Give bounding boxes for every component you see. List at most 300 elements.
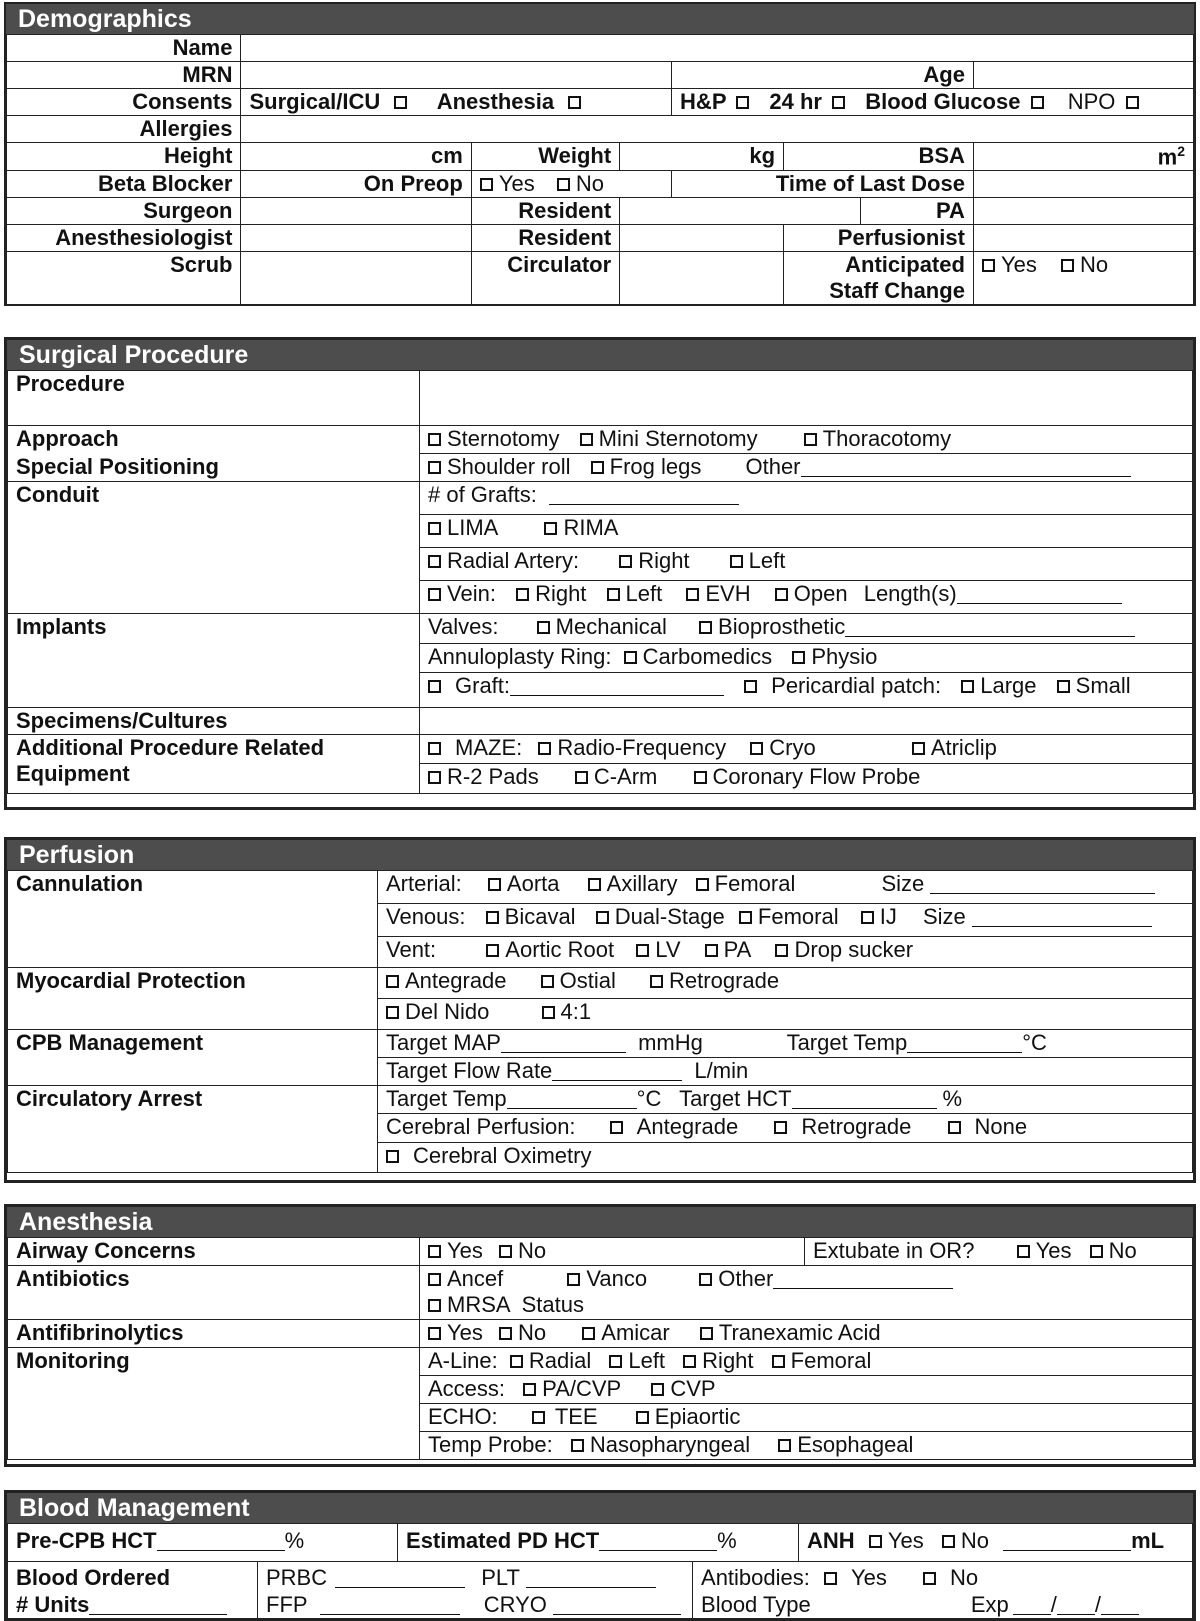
target-map-field[interactable]	[501, 1034, 626, 1053]
target-hct-label: Target HCT	[679, 1086, 792, 1111]
airway-no-checkbox[interactable]	[499, 1245, 512, 1258]
name-label: Name	[7, 35, 241, 62]
aline-right-checkbox[interactable]	[683, 1355, 696, 1368]
perfusion-section	[4, 837, 1196, 1183]
demographics-table	[6, 34, 1194, 306]
consents-group-1	[241, 89, 672, 116]
perfusionist-label: Perfusionist	[784, 225, 974, 252]
approach-label: Approach	[8, 426, 420, 454]
pericardial-patch-label: Pericardial patch:	[771, 673, 942, 698]
carbomedics-label: Carbomedics	[642, 644, 773, 669]
cerebral-perfusion-label: Cerebral Perfusion:	[386, 1114, 576, 1139]
nasopharyngeal-checkbox[interactable]	[571, 1439, 584, 1452]
airway-options	[420, 1238, 805, 1266]
antifib-no-checkbox[interactable]	[499, 1327, 512, 1340]
extubate-no-checkbox[interactable]	[1090, 1245, 1103, 1258]
consents-group-2	[672, 89, 1194, 116]
arterial-row	[378, 871, 1193, 904]
nasopharyngeal-label: Nasopharyngeal	[589, 1432, 751, 1457]
airway-no-label: No	[518, 1238, 547, 1263]
anh-ml-unit: mL	[1131, 1528, 1165, 1553]
arterial-size-field[interactable]	[930, 875, 1155, 894]
vent-pa-label: PA	[723, 937, 752, 962]
cerebral-retrograde-label: Retrograde	[801, 1114, 912, 1139]
evh-checkbox[interactable]	[686, 588, 699, 601]
physio-checkbox[interactable]	[792, 651, 805, 664]
large-label: Large	[980, 673, 1037, 698]
cryo-checkbox[interactable]	[750, 742, 763, 755]
mrsa-label: MRSA Status	[447, 1292, 584, 1317]
epiaortic-checkbox[interactable]	[636, 1411, 649, 1424]
ostial-checkbox[interactable]	[541, 975, 554, 988]
aline-left-label: Left	[628, 1348, 666, 1373]
circ-target-temp-field[interactable]	[507, 1090, 637, 1109]
four-one-checkbox[interactable]	[542, 1006, 555, 1019]
mini-sternotomy-label: Mini Sternotomy	[598, 426, 758, 451]
implants-label: Implants	[8, 614, 420, 708]
frog-legs-label: Frog legs	[609, 454, 702, 479]
del-nido-checkbox[interactable]	[386, 1006, 399, 1019]
anesthesia-section	[4, 1204, 1196, 1467]
circulator-label: Circulator	[471, 252, 619, 306]
section-header: Perfusion	[7, 840, 1193, 870]
est-pd-hct-label: Estimated PD HCT	[406, 1528, 600, 1553]
blood-ordered-label: Blood Ordered	[16, 1565, 171, 1590]
circ-arrest-row-1	[378, 1086, 1193, 1114]
graft-row	[420, 673, 1193, 708]
ij-checkbox[interactable]	[861, 911, 874, 924]
est-pd-hct-field[interactable]	[599, 1532, 717, 1551]
procedure-field[interactable]	[420, 371, 1193, 426]
antibiotics-options	[420, 1266, 1193, 1320]
amicar-checkbox[interactable]	[582, 1327, 595, 1340]
blood-glucose-checkbox[interactable]	[1031, 96, 1044, 109]
beta-no-checkbox[interactable]	[557, 178, 570, 191]
open-label: Open	[793, 581, 848, 606]
radial-left-checkbox[interactable]	[730, 555, 743, 568]
on-preop-label: On Preop	[241, 171, 471, 198]
grafts-row	[420, 482, 1193, 515]
hp-checkbox[interactable]	[736, 96, 749, 109]
antifib-yes-checkbox[interactable]	[428, 1327, 441, 1340]
height-label: Height	[7, 143, 241, 171]
prbc-label: PRBC	[266, 1565, 328, 1590]
cerebral-none-label: None	[974, 1114, 1028, 1139]
venous-size-field[interactable]	[972, 908, 1152, 927]
axillary-checkbox[interactable]	[588, 878, 601, 891]
exp-month-field[interactable]	[1013, 1596, 1051, 1615]
mmhg-label: mmHg	[638, 1030, 703, 1055]
scrub-field[interactable]	[241, 252, 471, 306]
antibiotic-other-label: Other	[718, 1266, 774, 1291]
surgical-icu-checkbox[interactable]	[394, 96, 407, 109]
esophageal-label: Esophageal	[797, 1432, 914, 1457]
units-label: # Units	[16, 1592, 90, 1617]
section-header: Anesthesia	[7, 1207, 1193, 1237]
antibodies-label: Antibodies:	[701, 1565, 810, 1590]
mrn-field[interactable]	[241, 62, 672, 89]
circ-target-temp-label: Target Temp	[386, 1086, 507, 1111]
ostial-label: Ostial	[559, 968, 616, 993]
equipment-row	[420, 764, 1193, 794]
arterial-label: Arterial:	[386, 871, 462, 896]
temp-probe-label: Temp Probe:	[428, 1432, 553, 1457]
bsa-unit: m	[1157, 144, 1178, 170]
vent-pa-checkbox[interactable]	[705, 944, 718, 957]
height-field[interactable]	[241, 143, 471, 171]
resident-field-2[interactable]	[620, 225, 784, 252]
surgical-table	[7, 370, 1193, 794]
bicaval-checkbox[interactable]	[486, 911, 499, 924]
approach-options	[420, 426, 1193, 454]
c-arm-checkbox[interactable]	[575, 771, 588, 784]
vanco-checkbox[interactable]	[567, 1273, 580, 1286]
airway-yes-checkbox[interactable]	[428, 1245, 441, 1258]
cpb-deg-c: °C	[1022, 1030, 1047, 1055]
venous-label: Venous:	[386, 904, 466, 929]
exp-day-field[interactable]	[1057, 1596, 1095, 1615]
antibodies-yes-label: Yes	[851, 1565, 887, 1590]
circ-arrest-label: Circulatory Arrest	[8, 1086, 378, 1173]
radial-left-label: Left	[748, 548, 786, 573]
graft-checkbox[interactable]	[428, 680, 441, 693]
lengths-field[interactable]	[957, 585, 1122, 604]
prbc-field[interactable]	[335, 1569, 465, 1588]
age-field[interactable]	[973, 62, 1193, 89]
access-label: Access:	[428, 1376, 506, 1401]
ij-label: IJ	[879, 904, 897, 929]
anh-no-checkbox[interactable]	[942, 1535, 955, 1548]
pa-cvp-checkbox[interactable]	[523, 1383, 536, 1396]
valves-row	[420, 614, 1193, 644]
aline-radial-checkbox[interactable]	[510, 1355, 523, 1368]
radio-frequency-checkbox[interactable]	[538, 742, 551, 755]
carbomedics-checkbox[interactable]	[624, 651, 637, 664]
ima-row	[420, 515, 1193, 548]
evh-label: EVH	[705, 581, 751, 606]
epiaortic-label: Epiaortic	[654, 1404, 741, 1429]
vein-left-checkbox[interactable]	[607, 588, 620, 601]
vein-right-checkbox[interactable]	[516, 588, 529, 601]
arterial-femoral-checkbox[interactable]	[696, 878, 709, 891]
anesthesia-consent-label: Anesthesia	[436, 89, 555, 114]
section-header: Surgical Procedure	[7, 340, 1193, 370]
radial-artery-label: Radial Artery:	[447, 548, 580, 573]
pericardial-patch-checkbox[interactable]	[744, 680, 757, 693]
aorta-label: Aorta	[506, 871, 560, 896]
cerebral-oximetry-checkbox[interactable]	[386, 1150, 399, 1163]
ffp-label: FFP	[266, 1592, 308, 1617]
antifib-no-label: No	[518, 1320, 547, 1345]
cpb-label: CPB Management	[8, 1030, 378, 1086]
antegrade-checkbox[interactable]	[386, 975, 399, 988]
additional-equipment-label	[8, 735, 420, 794]
plt-field[interactable]	[526, 1569, 656, 1588]
axillary-label: Axillary	[606, 871, 678, 896]
exp-slash-2: /	[1094, 1592, 1101, 1617]
cpb-target-temp-label: Target Temp	[786, 1030, 908, 1055]
surgical-icu-label: Surgical/ICU	[249, 89, 381, 114]
anh-yes-label: Yes	[887, 1528, 924, 1553]
aortic-root-label: Aortic Root	[505, 937, 615, 962]
maze-checkbox[interactable]	[428, 742, 441, 755]
anticipated-staff-change-label	[784, 252, 974, 306]
large-checkbox[interactable]	[961, 680, 974, 693]
shoulder-roll-label: Shoulder roll	[447, 454, 571, 479]
cpb-target-temp-field[interactable]	[907, 1034, 1022, 1053]
rima-checkbox[interactable]	[544, 522, 557, 535]
anesthesiologist-label: Anesthesiologist	[7, 225, 241, 252]
thoracotomy-checkbox[interactable]	[804, 433, 817, 446]
vein-right-label: Right	[535, 581, 587, 606]
drop-sucker-checkbox[interactable]	[775, 944, 788, 957]
anh-yes-checkbox[interactable]	[869, 1535, 882, 1548]
extubate-yes-checkbox[interactable]	[1017, 1245, 1030, 1258]
surgical-procedure-section	[4, 337, 1196, 810]
est-pd-hct-pct: %	[717, 1528, 737, 1553]
r2-pads-checkbox[interactable]	[428, 771, 441, 784]
antifibrinolytics-label: Antifibrinolytics	[8, 1320, 420, 1348]
lv-checkbox[interactable]	[636, 944, 649, 957]
cerebral-retrograde-checkbox[interactable]	[774, 1121, 787, 1134]
exp-slash-1: /	[1050, 1592, 1057, 1617]
staff-change-no-checkbox[interactable]	[1061, 259, 1074, 272]
aline-femoral-label: Femoral	[790, 1348, 872, 1373]
anticipated-label: Anticipated	[845, 252, 965, 278]
kg-unit: kg	[749, 143, 776, 168]
antibodies-no-label: No	[950, 1565, 979, 1590]
positioning-options	[420, 454, 1193, 482]
ffp-field[interactable]	[320, 1596, 460, 1615]
anh-label: ANH	[807, 1528, 855, 1553]
tee-label: TEE	[554, 1404, 598, 1429]
blood-type-label: Blood Type	[701, 1592, 811, 1617]
anesthesiologist-field[interactable]	[241, 225, 471, 252]
echo-row	[420, 1404, 1193, 1432]
bsa-field[interactable]	[973, 143, 1193, 171]
cryo-field[interactable]	[553, 1596, 681, 1615]
sternotomy-checkbox[interactable]	[428, 433, 441, 446]
radial-artery-checkbox[interactable]	[428, 555, 441, 568]
aline-femoral-checkbox[interactable]	[772, 1355, 785, 1368]
cm-unit: cm	[431, 143, 463, 168]
age-label: Age	[672, 62, 974, 89]
blood-table	[7, 1523, 1193, 1619]
retrograde-label: Retrograde	[669, 968, 780, 993]
beta-blocker-label: Beta Blocker	[7, 171, 241, 198]
target-flow-label: Target Flow Rate	[386, 1058, 553, 1083]
pa-label: PA	[860, 198, 973, 225]
24hr-checkbox[interactable]	[832, 96, 845, 109]
pa-cvp-label: PA/CVP	[542, 1376, 622, 1401]
npo-checkbox[interactable]	[1126, 96, 1139, 109]
aorta-checkbox[interactable]	[488, 878, 501, 891]
extubate-no-label: No	[1108, 1238, 1137, 1263]
cvp-label: CVP	[670, 1376, 716, 1401]
specimens-field[interactable]	[420, 708, 1193, 735]
procedure-label: Procedure	[8, 371, 420, 426]
ancef-label: Ancef	[447, 1266, 504, 1291]
lima-checkbox[interactable]	[428, 522, 441, 535]
cryo-label: CRYO	[483, 1592, 547, 1617]
radial-right-checkbox[interactable]	[619, 555, 632, 568]
conduit-label: Conduit	[8, 482, 420, 614]
myocardial-row-1	[378, 968, 1193, 999]
temp-probe-row	[420, 1432, 1193, 1460]
arterial-femoral-label: Femoral	[714, 871, 796, 896]
antibiotic-other-field[interactable]	[773, 1270, 953, 1289]
lengths-label: Length(s)	[863, 581, 957, 606]
small-label: Small	[1075, 673, 1131, 698]
arterial-size-label: Size	[881, 871, 925, 896]
pa-field[interactable]	[973, 198, 1193, 225]
blood-management-section	[4, 1490, 1196, 1621]
tee-checkbox[interactable]	[532, 1411, 545, 1424]
valves-label: Valves:	[428, 614, 499, 639]
pre-cpb-hct-field[interactable]	[157, 1532, 285, 1551]
mrn-label: MRN	[7, 62, 241, 89]
vent-label: Vent:	[386, 937, 437, 962]
cerebral-perfusion-row	[378, 1114, 1193, 1143]
rima-label: RIMA	[563, 515, 619, 540]
esophageal-checkbox[interactable]	[778, 1439, 791, 1452]
aortic-root-checkbox[interactable]	[486, 944, 499, 957]
radial-artery-row	[420, 548, 1193, 581]
exp-year-field[interactable]	[1101, 1596, 1139, 1615]
mechanical-checkbox[interactable]	[537, 621, 550, 634]
antibodies-no-checkbox[interactable]	[923, 1572, 936, 1585]
anh-cell	[799, 1524, 1193, 1562]
antibodies-yes-checkbox[interactable]	[824, 1572, 837, 1585]
products-cell	[258, 1562, 693, 1619]
vein-checkbox[interactable]	[428, 588, 441, 601]
open-checkbox[interactable]	[775, 588, 788, 601]
weight-field[interactable]	[620, 143, 784, 171]
valves-field[interactable]	[845, 618, 1135, 637]
beta-no-label: No	[575, 171, 604, 197]
annuloplasty-label: Annuloplasty Ring:	[428, 644, 612, 669]
surgeon-field[interactable]	[241, 198, 471, 225]
demographics-section	[4, 2, 1196, 306]
shoulder-roll-checkbox[interactable]	[428, 461, 441, 474]
mini-sternotomy-checkbox[interactable]	[580, 433, 593, 446]
time-last-dose-label: Time of Last Dose	[672, 171, 974, 198]
beta-yes-label: Yes	[498, 171, 535, 197]
four-one-label: 4:1	[560, 999, 592, 1024]
hp-label: H&P	[680, 89, 727, 114]
maze-label: MAZE:	[455, 735, 523, 760]
weight-label: Weight	[471, 143, 619, 171]
anh-no-label: No	[960, 1528, 989, 1553]
cryo-label: Cryo	[769, 735, 816, 760]
venous-femoral-checkbox[interactable]	[739, 911, 752, 924]
coronary-flow-probe-label: Coronary Flow Probe	[712, 764, 921, 789]
anesthesia-table	[7, 1237, 1193, 1460]
staff-change-no-label: No	[1079, 252, 1109, 278]
del-nido-label: Del Nido	[405, 999, 490, 1024]
extubate-label: Extubate in OR?	[813, 1238, 975, 1263]
target-hct-field[interactable]	[792, 1090, 937, 1109]
atriclip-checkbox[interactable]	[912, 742, 925, 755]
units-field[interactable]	[89, 1596, 227, 1615]
maze-row	[420, 735, 1193, 764]
ancef-checkbox[interactable]	[428, 1273, 441, 1286]
pre-cpb-hct-cell	[8, 1524, 398, 1562]
scrub-label: Scrub	[7, 252, 241, 306]
c-arm-label: C-Arm	[593, 764, 658, 789]
dual-stage-checkbox[interactable]	[596, 911, 609, 924]
perfusionist-field[interactable]	[973, 225, 1193, 252]
circulator-field[interactable]	[620, 252, 784, 306]
myocardial-row-2	[378, 999, 1193, 1030]
blood-ordered-cell	[8, 1562, 258, 1619]
target-hct-pct: %	[942, 1086, 963, 1111]
bioprosthetic-checkbox[interactable]	[699, 621, 712, 634]
specimens-label: Specimens/Cultures	[8, 708, 420, 735]
annuloplasty-row	[420, 644, 1193, 673]
thoracotomy-label: Thoracotomy	[822, 426, 952, 451]
other-positioning-field[interactable]	[801, 458, 1131, 477]
frog-legs-checkbox[interactable]	[591, 461, 604, 474]
vein-label: Vein:	[447, 581, 496, 606]
tranexamic-label: Tranexamic Acid	[718, 1320, 881, 1345]
small-checkbox[interactable]	[1057, 680, 1070, 693]
pre-cpb-hct-pct: %	[284, 1528, 305, 1553]
allergies-field[interactable]	[241, 116, 1194, 143]
lv-label: LV	[655, 937, 681, 962]
retrograde-checkbox[interactable]	[650, 975, 663, 988]
vanco-label: Vanco	[586, 1266, 648, 1291]
antibiotic-other-checkbox[interactable]	[699, 1273, 712, 1286]
cvp-checkbox[interactable]	[651, 1383, 664, 1396]
cerebral-antegrade-checkbox[interactable]	[610, 1121, 623, 1134]
graft-field[interactable]	[510, 677, 724, 696]
cerebral-none-checkbox[interactable]	[948, 1121, 961, 1134]
staff-change-yes-checkbox[interactable]	[982, 259, 995, 272]
resident-field-1[interactable]	[620, 198, 861, 225]
mrsa-checkbox[interactable]	[428, 1299, 441, 1312]
allergies-label: Allergies	[7, 116, 241, 143]
anesthesia-consent-checkbox[interactable]	[568, 96, 581, 109]
drop-sucker-label: Drop sucker	[794, 937, 914, 962]
aline-right-label: Right	[702, 1348, 754, 1373]
aline-row	[420, 1348, 1193, 1376]
time-last-dose-field[interactable]	[973, 171, 1193, 198]
tranexamic-checkbox[interactable]	[700, 1327, 713, 1340]
antifib-yes-label: Yes	[447, 1320, 483, 1345]
aline-left-checkbox[interactable]	[609, 1355, 622, 1368]
anh-ml-field[interactable]	[1003, 1532, 1131, 1551]
name-field[interactable]	[241, 35, 1194, 62]
monitoring-label: Monitoring	[8, 1348, 420, 1460]
venous-femoral-label: Femoral	[757, 904, 839, 929]
venous-row	[378, 904, 1193, 937]
beta-yes-checkbox[interactable]	[480, 178, 493, 191]
radial-right-label: Right	[638, 548, 690, 573]
coronary-flow-probe-checkbox[interactable]	[694, 771, 707, 784]
access-row	[420, 1376, 1193, 1404]
physio-label: Physio	[811, 644, 878, 669]
bicaval-label: Bicaval	[504, 904, 576, 929]
aline-label: A-Line:	[428, 1348, 498, 1373]
target-flow-field[interactable]	[552, 1062, 682, 1081]
airway-label: Airway Concerns	[8, 1238, 420, 1266]
beta-blocker-options	[471, 171, 671, 198]
num-grafts-field[interactable]	[549, 486, 739, 505]
myocardial-label: Myocardial Protection	[8, 968, 378, 1030]
target-map-label: Target MAP	[386, 1030, 501, 1055]
cpb-row-1	[378, 1030, 1193, 1058]
